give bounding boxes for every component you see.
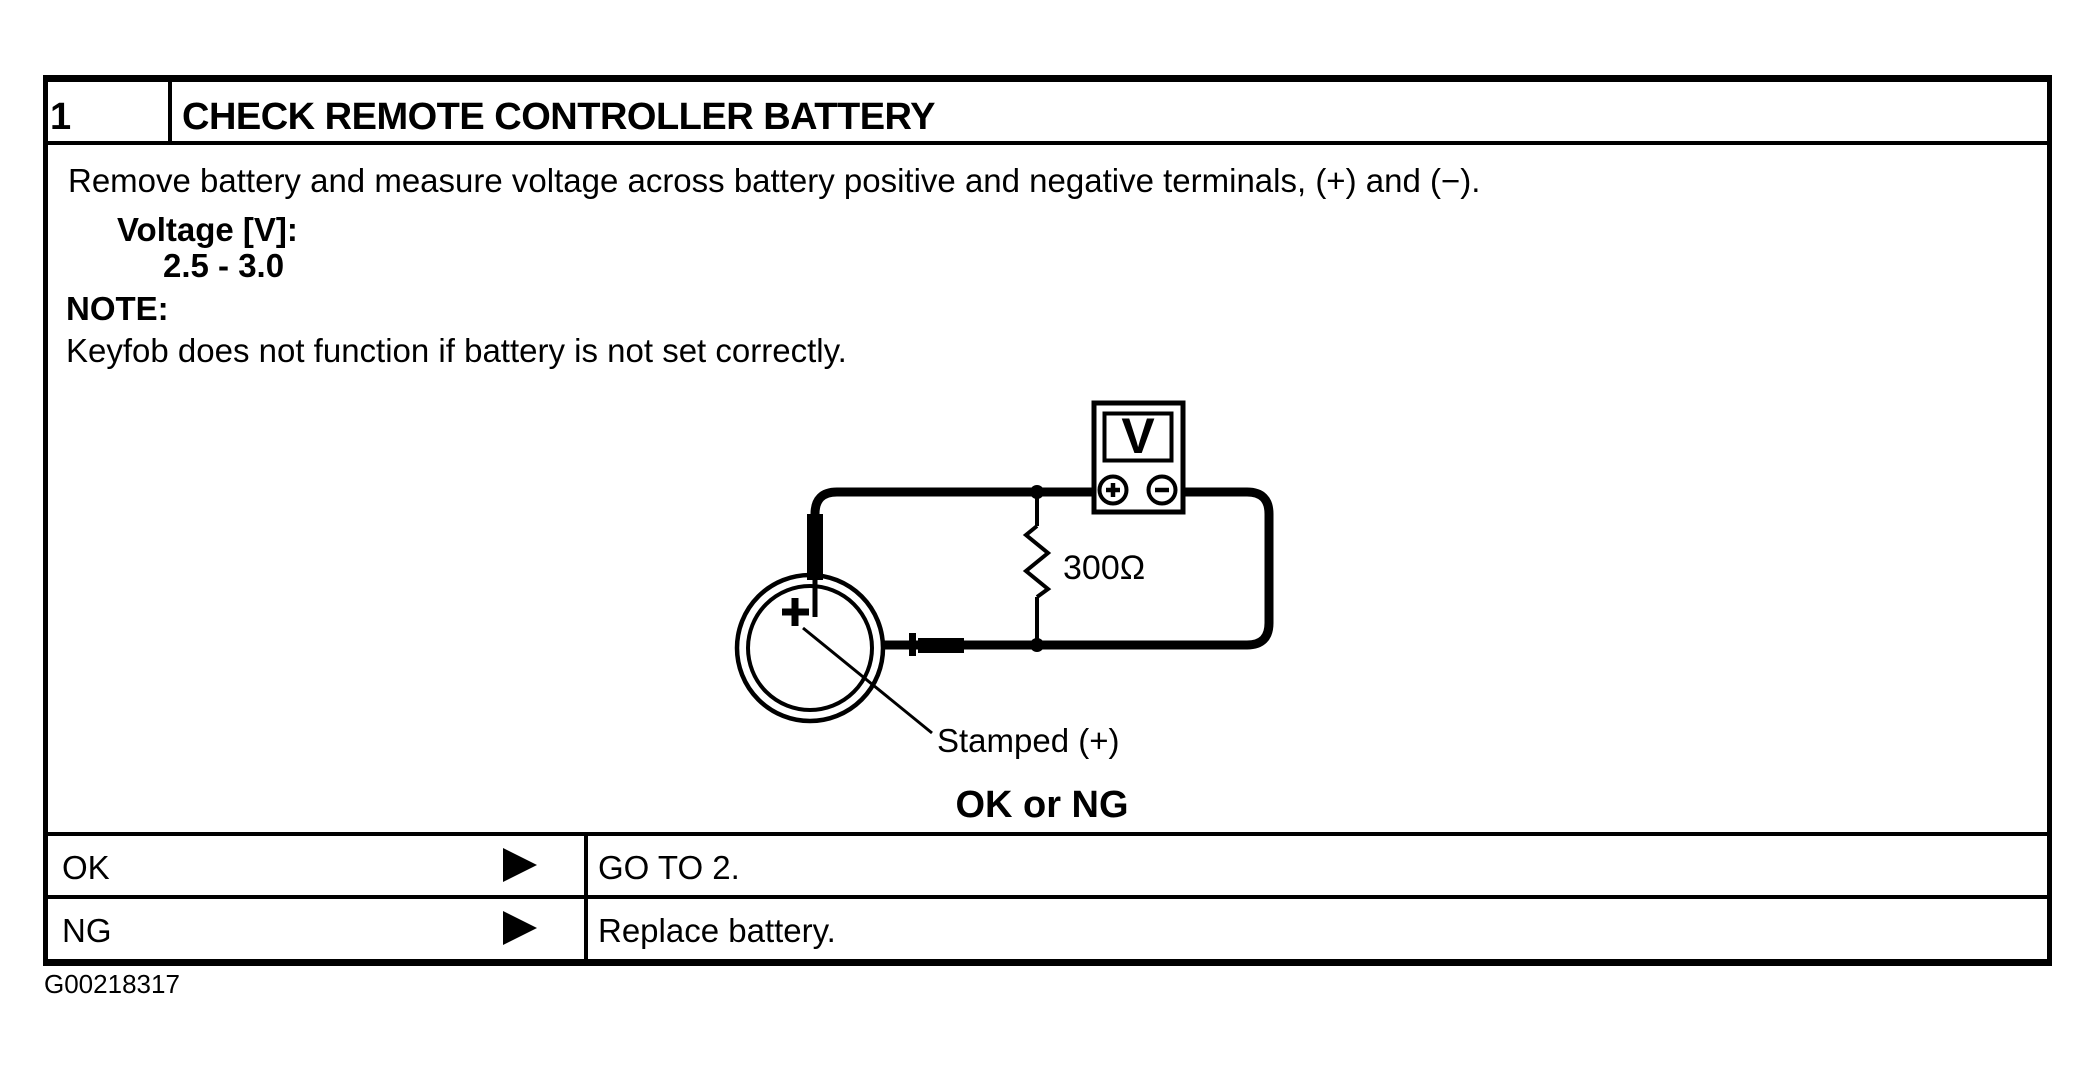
note-text: Keyfob does not function if battery is not set correctly. xyxy=(66,332,847,369)
result-row-ok xyxy=(48,836,2047,895)
negative-contact-bar xyxy=(909,633,916,656)
table-border-bottom xyxy=(43,959,2052,966)
voltmeter-v-label: V xyxy=(1121,408,1155,464)
junction-dot-top xyxy=(1030,485,1044,499)
step-title: CHECK REMOTE CONTROLLER BATTERY xyxy=(182,96,935,138)
battery-test-circuit-diagram xyxy=(690,395,1310,745)
coin-battery-inner-ring xyxy=(748,586,872,710)
circuit-wire xyxy=(815,492,1269,645)
result-action: GO TO 2. xyxy=(598,849,740,886)
result-arrow-icon xyxy=(503,848,537,882)
result-prompt: OK or NG xyxy=(955,784,1129,826)
spec-label: Voltage [V]: xyxy=(117,211,298,248)
negative-probe-tip xyxy=(918,638,964,653)
resistor-zigzag xyxy=(1026,526,1048,597)
positive-probe-tip xyxy=(807,514,823,580)
stamped-plus-label: Stamped (+) xyxy=(937,722,1120,759)
result-condition: NG xyxy=(62,912,112,949)
junction-dot-bottom xyxy=(1030,638,1044,652)
header-cell-divider xyxy=(168,82,172,142)
step-number: 1 xyxy=(50,96,72,138)
result-condition: OK xyxy=(62,849,110,886)
result-row-ng xyxy=(48,899,2047,958)
table-border-top xyxy=(43,75,2052,82)
resistor-value-label: 300Ω xyxy=(1063,549,1146,587)
result-action: Replace battery. xyxy=(598,912,836,949)
spec-value: 2.5 - 3.0 xyxy=(163,247,285,284)
header-bottom-rule xyxy=(43,141,2052,145)
note-label: NOTE: xyxy=(66,290,169,327)
figure-id: G00218317 xyxy=(44,969,180,999)
instruction-text: Remove battery and measure voltage across battery positive and negative terminals, (+) and (−). xyxy=(68,162,1481,199)
result-arrow-icon xyxy=(503,911,537,945)
